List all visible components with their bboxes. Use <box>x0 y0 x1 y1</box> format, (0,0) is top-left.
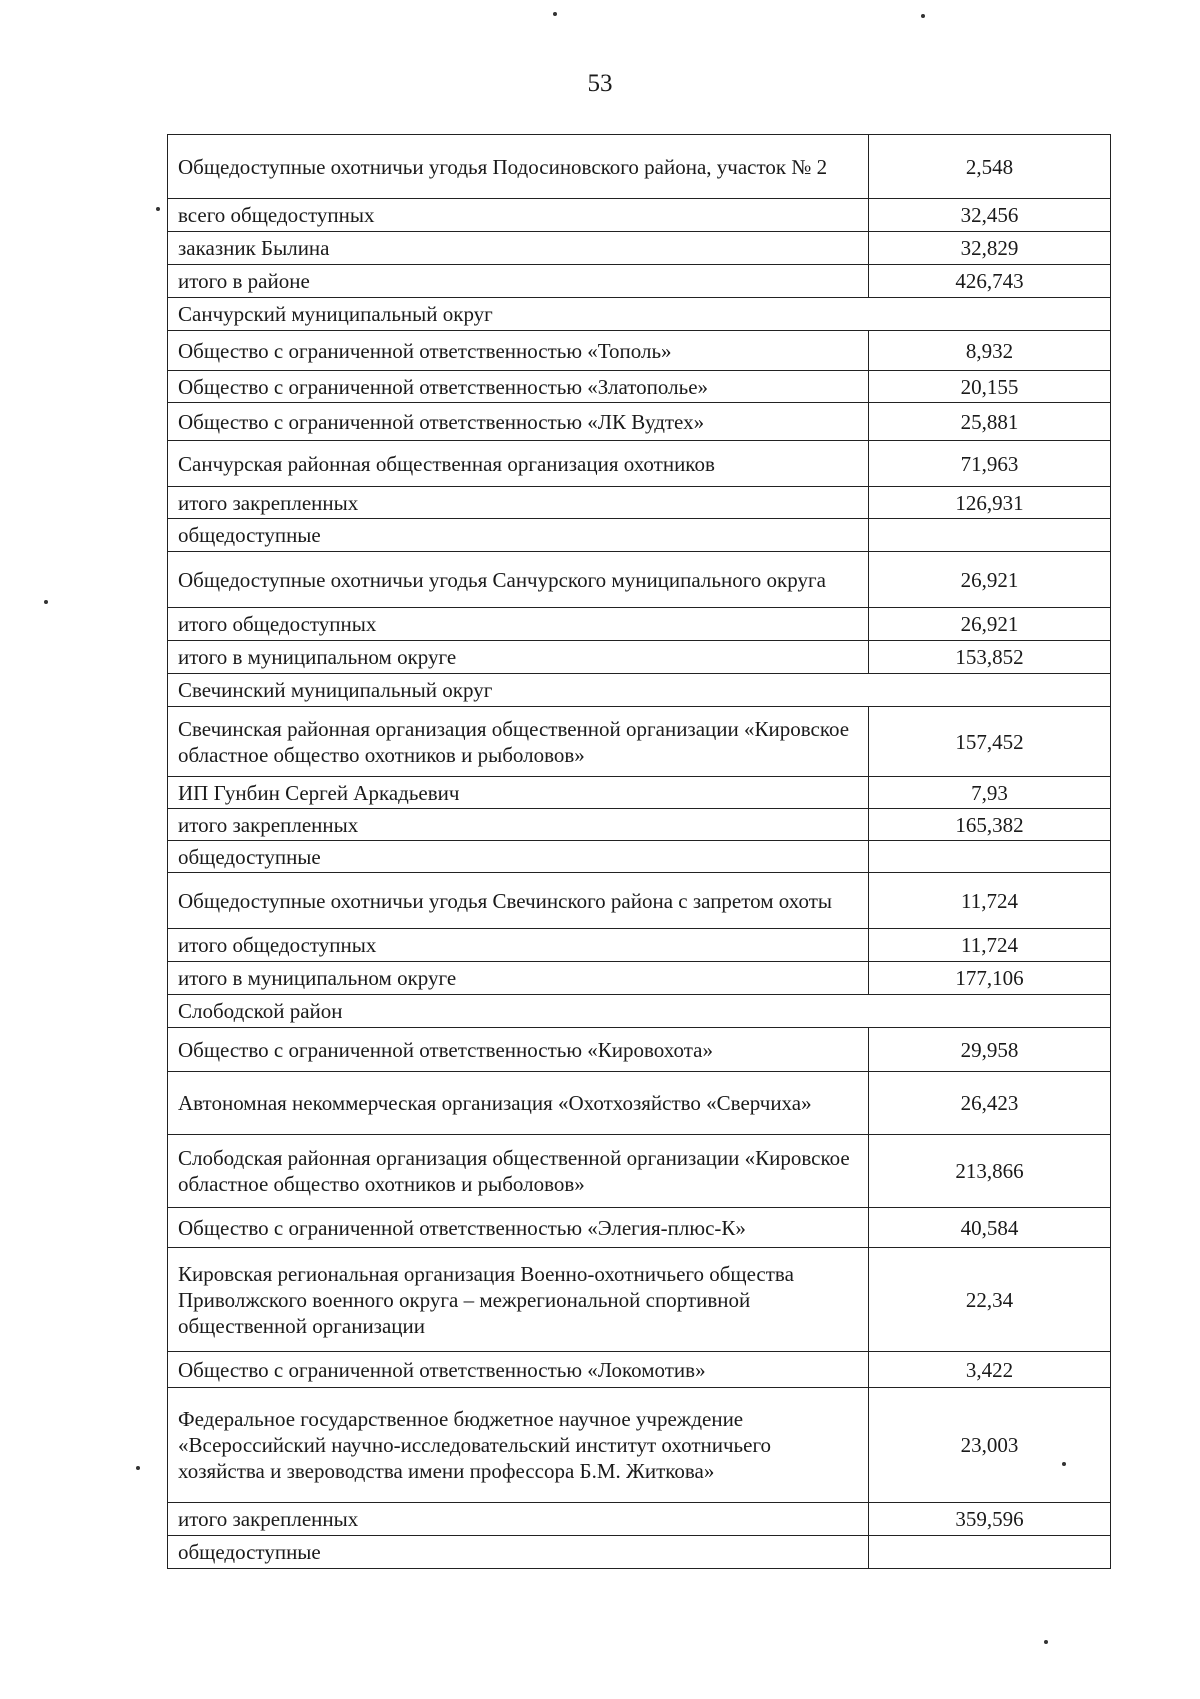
area-value-cell: 25,881 <box>869 403 1111 441</box>
area-value-cell: 40,584 <box>869 1208 1111 1248</box>
area-value-cell: 71,963 <box>869 441 1111 487</box>
area-value-cell: 26,423 <box>869 1072 1111 1135</box>
organization-name-cell: Санчурская районная общественная организация охотников <box>168 441 869 487</box>
area-value-cell: 7,93 <box>869 777 1111 809</box>
table-row <box>168 929 1111 962</box>
organization-name-cell: Общедоступные охотничьи угодья Подосиновского района, участок № 2 <box>168 135 869 199</box>
area-value-cell <box>869 1536 1111 1569</box>
area-value-cell: 3,422 <box>869 1352 1111 1388</box>
section-title: Слободской район <box>168 995 1111 1028</box>
table-row <box>168 403 1111 441</box>
hunting-grounds-table <box>167 134 1111 1569</box>
section-title: Санчурский муниципальный округ <box>168 298 1111 331</box>
area-value-cell: 126,931 <box>869 487 1111 519</box>
table-row <box>168 873 1111 929</box>
scan-speck <box>921 14 925 18</box>
organization-name-cell: Общество с ограниченной ответственностью «Локомотив» <box>168 1352 869 1388</box>
organization-name-cell: заказник Былина <box>168 232 869 265</box>
organization-name-cell: итого закрепленных <box>168 487 869 519</box>
table-row <box>168 1072 1111 1135</box>
organization-name-cell: Общество с ограниченной ответственностью «ЛК Вудтех» <box>168 403 869 441</box>
organization-name-cell: Кировская региональная организация Военно-охотничьего общества Приволжского военного округа – межрегиональной спортивной общественной организации <box>168 1248 869 1352</box>
table-row <box>168 199 1111 232</box>
table-row <box>168 1503 1111 1536</box>
organization-name-cell: Федеральное государственное бюджетное научное учреждение «Всероссийский научно-исследовательский институт охотничьего хозяйства и звероводства имени профессора Б.М. Житкова» <box>168 1388 869 1503</box>
area-value-cell: 32,829 <box>869 232 1111 265</box>
scan-speck <box>156 207 160 211</box>
area-value-cell: 426,743 <box>869 265 1111 298</box>
area-value-cell: 22,34 <box>869 1248 1111 1352</box>
area-value-cell: 165,382 <box>869 809 1111 841</box>
table-row <box>168 1248 1111 1352</box>
area-value-cell <box>869 519 1111 552</box>
table-row <box>168 1536 1111 1569</box>
page-number: 53 <box>587 70 613 97</box>
area-value-cell: 20,155 <box>869 371 1111 403</box>
table-section-row <box>168 674 1111 707</box>
area-value-cell: 26,921 <box>869 552 1111 608</box>
organization-name-cell: Общедоступные охотничьи угодья Санчурского муниципального округа <box>168 552 869 608</box>
table-row <box>168 487 1111 519</box>
table-row <box>168 841 1111 873</box>
area-value-cell: 157,452 <box>869 707 1111 777</box>
organization-name-cell: Общедоступные охотничьи угодья Свечинского района с запретом охоты <box>168 873 869 929</box>
scan-speck <box>136 1466 140 1470</box>
table-row <box>168 552 1111 608</box>
area-value-cell: 359,596 <box>869 1503 1111 1536</box>
scan-speck <box>44 600 48 604</box>
organization-name-cell: итого общедоступных <box>168 608 869 641</box>
organization-name-cell: итого закрепленных <box>168 809 869 841</box>
table-row <box>168 519 1111 552</box>
area-value-cell: 23,003 <box>869 1388 1111 1503</box>
scan-speck <box>1062 1462 1066 1466</box>
organization-name-cell: итого в муниципальном округе <box>168 641 869 674</box>
area-value-cell <box>869 841 1111 873</box>
organization-name-cell: Свечинская районная организация общественной организации «Кировское областное общество охотников и рыболовов» <box>168 707 869 777</box>
organization-name-cell: Общество с ограниченной ответственностью «Тополь» <box>168 331 869 371</box>
organization-name-cell: итого в районе <box>168 265 869 298</box>
organization-name-cell: общедоступные <box>168 519 869 552</box>
organization-name-cell: итого закрепленных <box>168 1503 869 1536</box>
organization-name-cell: Слободская районная организация общественной организации «Кировское областное общество охотников и рыболовов» <box>168 1135 869 1208</box>
table-row <box>168 265 1111 298</box>
area-value-cell: 153,852 <box>869 641 1111 674</box>
area-value-cell: 32,456 <box>869 199 1111 232</box>
table-row <box>168 641 1111 674</box>
table-row <box>168 232 1111 265</box>
table-row <box>168 1028 1111 1072</box>
table-row <box>168 1208 1111 1248</box>
area-value-cell: 177,106 <box>869 962 1111 995</box>
table-row <box>168 809 1111 841</box>
area-value-cell: 29,958 <box>869 1028 1111 1072</box>
table-row <box>168 962 1111 995</box>
organization-name-cell: Общество с ограниченной ответственностью «Элегия-плюс-К» <box>168 1208 869 1248</box>
table-row <box>168 1352 1111 1388</box>
table-row <box>168 371 1111 403</box>
organization-name-cell: итого в муниципальном округе <box>168 962 869 995</box>
scan-speck <box>1044 1640 1048 1644</box>
table-section-row <box>168 995 1111 1028</box>
area-value-cell: 2,548 <box>869 135 1111 199</box>
organization-name-cell: Автономная некоммерческая организация «Охотхозяйство «Сверчиха» <box>168 1072 869 1135</box>
organization-name-cell: итого общедоступных <box>168 929 869 962</box>
organization-name-cell: Общество с ограниченной ответственностью «Кировохота» <box>168 1028 869 1072</box>
area-value-cell: 11,724 <box>869 873 1111 929</box>
table-row <box>168 707 1111 777</box>
table-row <box>168 608 1111 641</box>
area-value-cell: 11,724 <box>869 929 1111 962</box>
table-row <box>168 777 1111 809</box>
section-title: Свечинский муниципальный округ <box>168 674 1111 707</box>
organization-name-cell: общедоступные <box>168 841 869 873</box>
table-row <box>168 1388 1111 1503</box>
organization-name-cell: всего общедоступных <box>168 199 869 232</box>
organization-name-cell: Общество с ограниченной ответственностью «Златополье» <box>168 371 869 403</box>
table-section-row <box>168 298 1111 331</box>
organization-name-cell: общедоступные <box>168 1536 869 1569</box>
area-value-cell: 26,921 <box>869 608 1111 641</box>
table-row <box>168 441 1111 487</box>
area-value-cell: 8,932 <box>869 331 1111 371</box>
scan-speck <box>553 12 557 16</box>
area-value-cell: 213,866 <box>869 1135 1111 1208</box>
table-row <box>168 331 1111 371</box>
table-row <box>168 1135 1111 1208</box>
table-body <box>168 135 1111 1569</box>
organization-name-cell: ИП Гунбин Сергей Аркадьевич <box>168 777 869 809</box>
table-row <box>168 135 1111 199</box>
